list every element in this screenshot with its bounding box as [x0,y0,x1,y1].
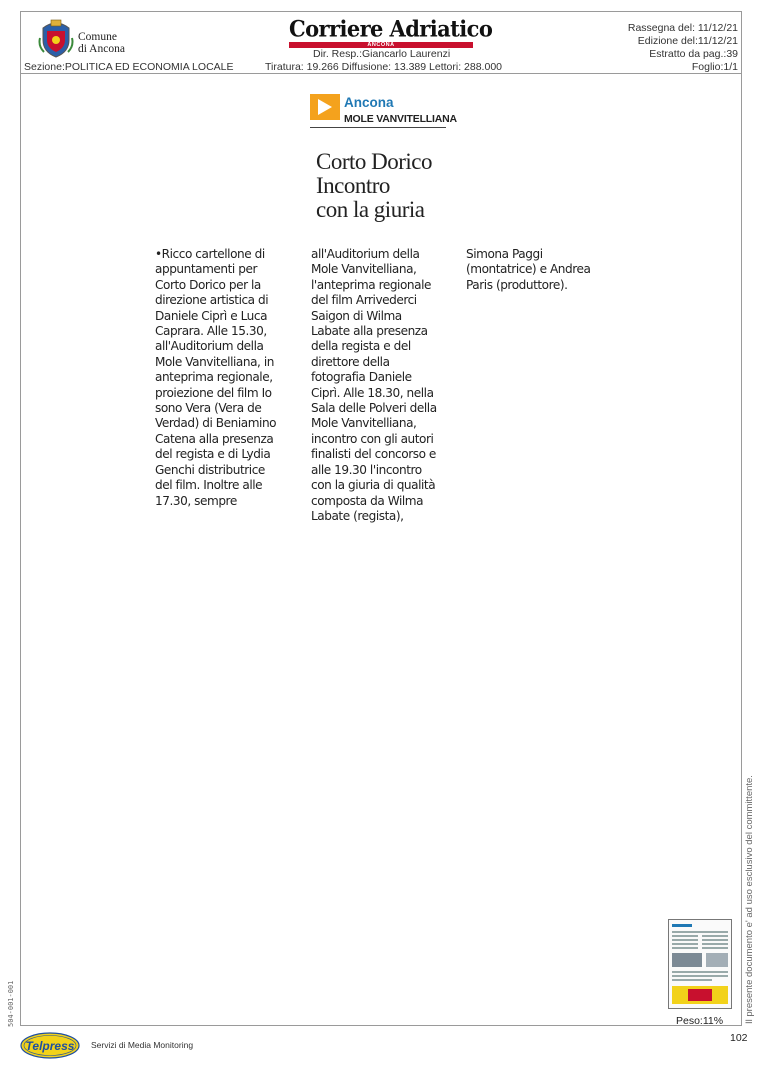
article-line: proiezione del film Io [155,385,272,400]
tiratura-label: Tiratura: 19.266 Diffusione: 13.389 Lettori: 288.000 [265,61,502,73]
headline-line: con la giuria [316,197,425,222]
comune-line1: Comune [78,31,117,43]
comune-line2: di Ancona [78,43,125,55]
article-line: del film Arrivederci [311,293,417,308]
article-line: incontro con gli autori [311,431,434,446]
document-code: 504-001-001 [7,980,15,1027]
telpress-logo [20,1032,80,1059]
peso-label: Peso:11% [676,1015,724,1027]
article-line: Labate alla presenza [311,324,428,339]
article-line: Daniele Ciprì e Luca [155,308,268,323]
comune-logo [38,16,148,60]
telpress-wordmark: Telpress [25,1039,75,1053]
rassegna-date: Rassegna del: 11/12/21 [627,22,738,34]
usage-disclaimer: Il presente documento e' ad uso esclusivo del committente. [744,775,755,1024]
article-line: Caprara. Alle 15.30, [155,324,267,339]
direttore-label: Dir. Resp.:Giancarlo Laurenzi [313,48,451,60]
article-line: (montatrice) e Andrea [466,262,591,277]
section-city: Ancona [344,95,394,110]
article-line: all'Auditorium della [311,247,420,261]
article-line: del regista e di Lydia [155,447,271,462]
article-line: sono Vera (Vera de [155,401,262,416]
page-thumbnail [668,919,732,1009]
section-tag [310,94,457,128]
thumbnail-ad [672,986,728,1004]
article-line: appuntamenti per [155,262,257,277]
article-line: Labate (regista), [311,508,404,523]
newspaper-masthead [289,15,493,48]
section-rule [310,127,446,128]
article-line: direttore della [311,354,390,369]
headline-line: Incontro [316,173,390,198]
play-arrow-icon [310,94,340,120]
article-line: Mole Vanvitelliana, [311,262,417,277]
article-line: con la giuria di qualità [311,478,436,493]
page-number: 102 [730,1032,748,1044]
edizione-date: Edizione del:11/12/21 [637,35,738,47]
servizi-label: Servizi di Media Monitoring [91,1040,194,1050]
masthead-edition: ANCONA [367,42,395,48]
headline-line: Corto Dorico [316,149,433,174]
article-line: Corto Dorico per la [155,277,261,292]
article-line: fotografia Daniele [311,370,412,385]
article-line: Sala delle Polveri della [311,401,437,416]
article-line: Ciprì. Alle 18.30, nella [311,385,434,400]
article-line: l'anteprima regionale [311,277,431,292]
article-line: della regista e del [311,339,411,354]
article-line: anteprima regionale, [155,370,273,385]
article-column-2 [311,247,471,524]
article-column-3 [466,247,626,293]
newspaper-title: Corriere Adriatico [289,15,493,42]
article-line: direzione artistica di [155,293,269,308]
article-line: Mole Vanvitelliana, in [155,354,274,369]
article-line: finalisti del concorso e [311,447,436,462]
sezione-label: Sezione:POLITICA ED ECONOMIA LOCALE [24,61,234,73]
article-line: composta da Wilma [311,493,424,508]
article-line: all'Auditorium della [155,339,264,354]
article-line: del film. Inoltre alle [155,478,263,493]
article-headline [316,150,432,222]
article-line: Mole Vanvitelliana, [311,416,417,431]
article-line: Verdad) di Beniamino [155,416,277,431]
article-line: Catena alla presenza [155,431,274,446]
article-line: 17.30, sempre [155,493,237,508]
estratto-page: Estratto da pag.:39 [649,48,738,60]
article-line: Paris (produttore). [466,277,568,292]
crest-icon [38,16,74,58]
article-column-1 [155,247,315,509]
article-line: •Ricco cartellone di [155,247,265,261]
article-line: Genchi distributrice [155,462,265,477]
article-line: Saigon di Wilma [311,308,402,323]
foglio-count: Foglio:1/1 [691,61,738,73]
article-line: alle 19.30 l'incontro [311,462,422,477]
press-info [628,22,738,74]
article-line: Simona Paggi [466,247,543,261]
section-topic: MOLE VANVITELLIANA [344,113,457,125]
